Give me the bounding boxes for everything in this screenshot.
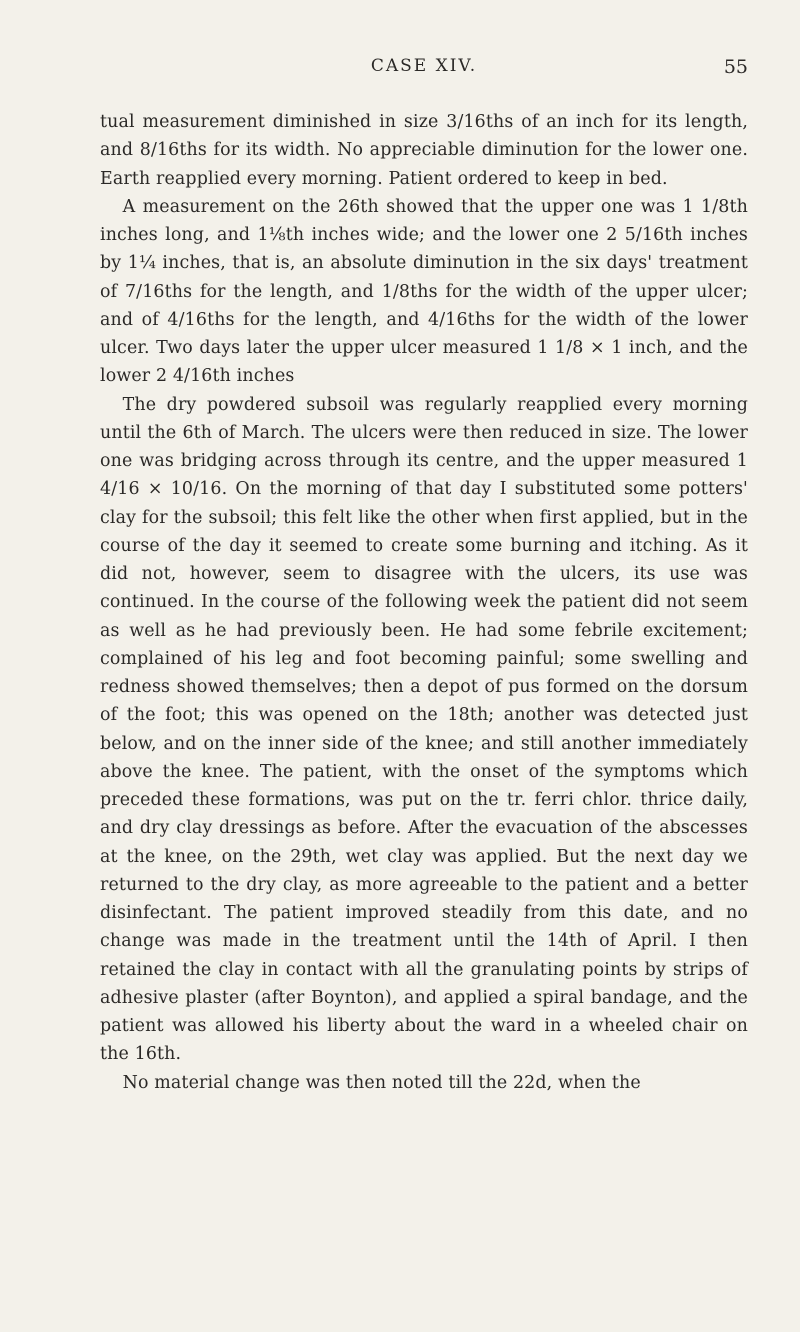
running-head: CASE XIV. <box>370 56 478 76</box>
paragraph: No material change was then noted till the 22d, when the <box>122 1072 641 1093</box>
paragraph: The dry powdered subsoil was regularly reapplied every morning until the 6th of March. The ulcers were then reduced in size. The lower one was bridging across through its centre, and the upper measured 1 4/16 × 10/16. On the morning of that day I substituted some potters' clay for the subsoil; this felt like the other when first applied, but in the course of the day it seemed to create some burning and itching. As it did not, however, seem to disagree with the ulcers, its use was continued. In the course of the following week the patient did not seem as well as he had previously been. He had some febrile excitement; complained of his leg and foot becoming painful; some swelling and redness showed themselves; then a depot of pus formed on the dorsum of the foot; this was opened on the 18th; another was detected just below, and on the inner side of the knee; and still another immediately above the knee. The patient, with the onset of the symptoms which preceded these formations, was put on the tr. ferri chlor. thrice daily, and dry clay dressings as before. After the evacuation of the abscesses at the knee, on the 29th, wet clay was applied. But the next day we returned to the dry clay, as more agreeable to the patient and a better disinfectant. The patient improved steadily from this date, and no change was made in the treatment until the 14th of April. I then retained the clay in contact with all the granulating points by strips of adhesive plaster (after Boynton), and applied a spiral bandage, and the patient was allowed his liberty about the ward in a wheeled chair on the 16th. <box>100 394 748 1065</box>
body-text <box>100 108 748 1097</box>
page-header <box>100 56 748 86</box>
paragraph: tual measurement diminished in size 3/16ths of an inch for its length, and 8/16ths for its width. No appreciable diminution for the lower one. Earth reapplied every morning. Patient ordered to keep in bed. <box>100 112 748 189</box>
paragraph: A measurement on the 26th showed that the upper one was 1 1/8th inches long, and 1⅛th inches wide; and the lower one 2 5/16th inches by 1¼ inches, that is, an absolute diminution in the six days' treatment of 7/16ths for the length, and 1/8ths for the width of the upper ulcer; and of 4/16ths for the length, and 4/16ths for the width of the lower ulcer. Two days later the upper ulcer measured 1 1/8 × 1 inch, and the lower 2 4/16th inches <box>100 196 748 387</box>
page-number: 55 <box>723 56 748 78</box>
